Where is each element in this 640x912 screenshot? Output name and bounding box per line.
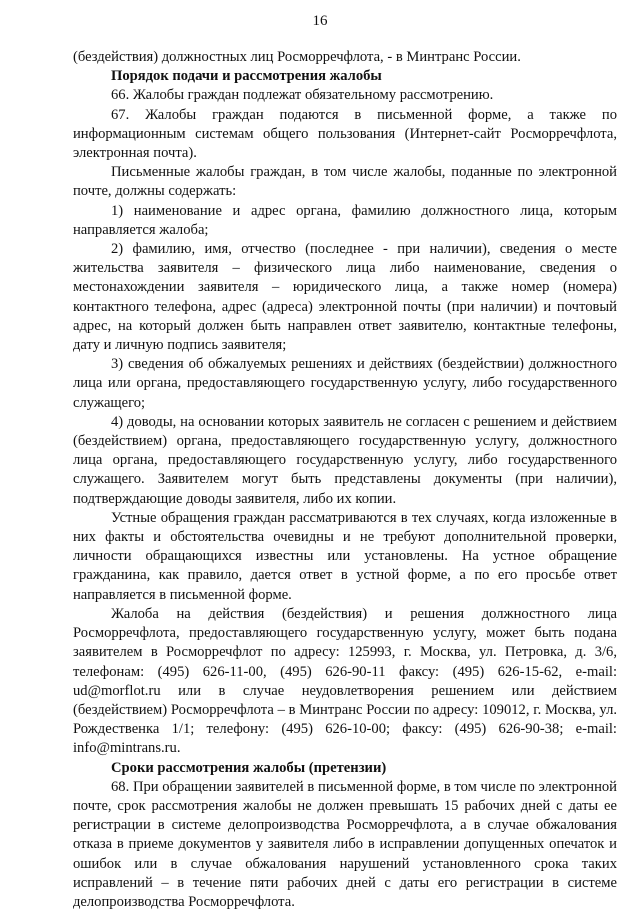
paragraph: Письменные жалобы граждан, в том числе жалобы, поданные по электронной почте, должны содержать: — [73, 164, 617, 200]
paragraph: 66. Жалобы граждан подлежат обязательному рассмотрению. — [111, 87, 494, 104]
page-number: 16 — [312, 13, 328, 29]
paragraph: 67. Жалобы граждан подаются в письменной форме, а также по информационным системам общего пользования (Интернет-сайт Росморречфлота, электронная почта). — [73, 106, 617, 162]
paragraph: 1) наименование и адрес органа, фамилию должностного лица, которым направляется жалоба; — [73, 202, 617, 238]
paragraph: 68. При обращении заявителей в письменной форме, в том числе по электронной почте, срок рассмотрения жалобы не должен превышать 15 рабочих дней с даты ее регистрации в системе делопроизводства Росморречфлота, а в случае обжалования отказа в приеме документов у заявителя либо в исправлении допущенных опечаток и ошибок или в случае обжалования нарушений установленного срока таких исправлений – в течение пяти рабочих дней с даты его регистрации в системе делопроизводства Росморречфлота. — [73, 778, 617, 910]
paragraph: (бездействия) должностных лиц Росморречфлота, - в Минтранс России. — [73, 49, 521, 65]
paragraph: 4) доводы, на основании которых заявитель не согласен с решением и действием (бездействием) органа, предоставляющего государственную услугу, должностного лица органа, предоставляющего государственную услугу, либо государственного служащего. Заявителем могут быть представлены документы (при наличии), подтверждающие доводы заявителя, либо их копии. — [73, 413, 617, 507]
paragraph: 2) фамилию, имя, отчество (последнее - при наличии), сведения о месте жительства заявителя – физического лица либо наименование, сведения о местонахождении заявителя – юридического лица, а также номер (номера) контактного телефона, адрес (адреса) электронной почты (при наличии) и почтовый адрес, на который должен быть направлен ответ заявителю, контактные телефоны, дату и личную подпись заявителя; — [73, 241, 617, 354]
section-heading: Порядок подачи и рассмотрения жалобы — [111, 68, 382, 85]
paragraph: 3) сведения об обжалуемых решениях и действиях (бездействии) должностного лица или органа, предоставляющего государственную услугу, либо государственного служащего; — [73, 356, 617, 411]
paragraph: Устные обращения граждан рассматриваются в тех случаях, когда изложенные в них факты и обстоятельства очевидны и не требуют дополнительной проверки, личности обращающихся известны или установлены. На устное обращение гражданина, как правило, дается ответ в устной форме, а по его просьбе ответ направляется в письменной форме. — [73, 509, 617, 603]
paragraph: Жалоба на действия (бездействия) и решения должностного лица Росморречфлота, предоставляющего государственную услугу, может быть подана заявителем в Росморречфлот по адресу: 125993, г. Москва, ул. Петровка, д. 3/6, телефонам: (495) 626-11-00, (495) 626-90-11 факсу: (495) 626-15-62, e-mail: ud@morflot.ru или в случае неудовлетворения решением или действием (бездействием) Росморречфлота – в Минтранс России по адресу: 109012, г. Москва, ул. Рождественка 1/1; телефону: (495) 626-10-00; факсу: (495) 626-90-38; e-mail: info@mintrans.ru. — [73, 605, 617, 757]
section-heading: Сроки рассмотрения жалобы (претензии) — [111, 759, 387, 776]
document-body — [73, 48, 617, 912]
